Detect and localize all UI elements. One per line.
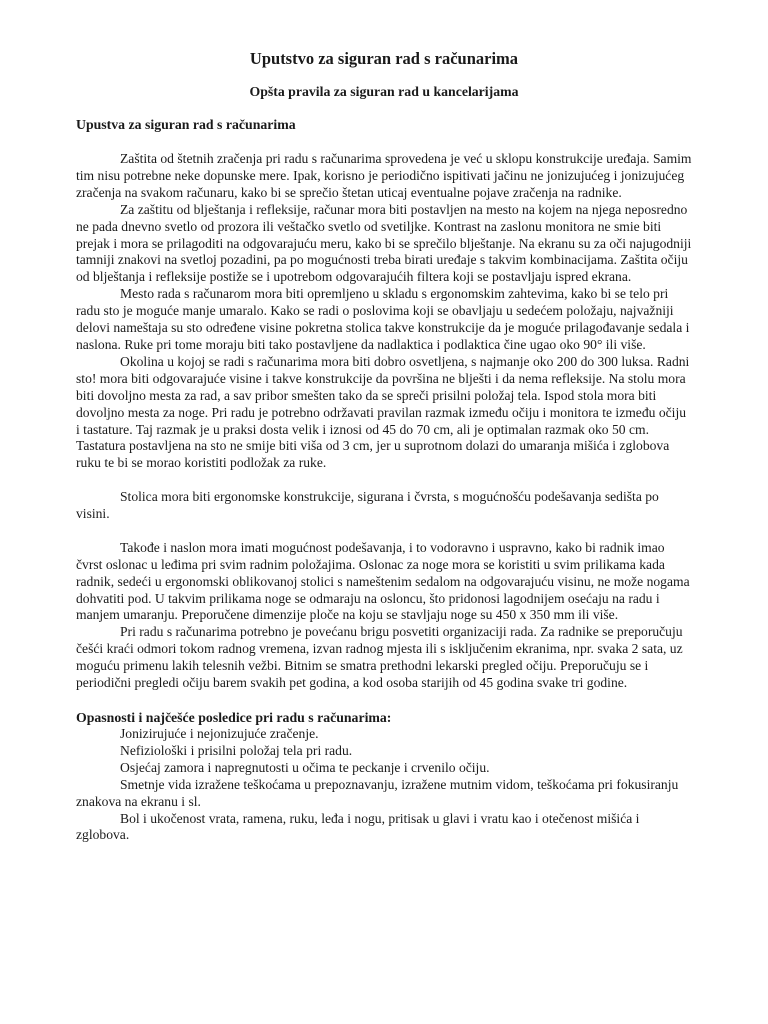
paragraph-environment: Okolina u kojoj se radi s računarima mora biti dobro osvetljena, s najmanje oko 200 do 300 luksa. Radni sto! mora biti odgovarajuće visine i takve konstrukcije da površina ne blješti i da nema refleksije. Na stolu mora biti dovoljno mesta za rad, a sav pribor smešten tako da se spreči prisilni položaj tela. Ispod stola mora biti dovoljno mesta za noge. Pri radu je potrebno održavati pravilan razmak između očiju i monitora te između očiju i tastature. Taj razmak je u praksi dosta velik i iznosi od 45 do 70 cm, ali je optimalan razmak oko 50 cm. Tastatura postavljena na sto ne smije biti viša od 3 cm, jer u suprotnom dolazi do umaranja mišića i zglobova ruku te bi se morao koristiti podložak za ruke. <box>76 353 690 471</box>
list-item: Smetnje vida izražene teškoćama u prepoznavanju, izražene mutnim vidom, teškoćama pri fokusiranju znakova na ekranu i sl. <box>76 776 679 809</box>
list-item: Bol i ukočenost vrata, ramena, ruku, leđa i nogu, pritisak u glavi i vratu kao i otečenost mišića i zglobova. <box>76 810 640 843</box>
paragraph-organization: Pri radu s računarima potrebno je povećanu brigu posvetiti organizaciji rada. Za radnike se preporučuju češći kraći odmori tokom radnog vremena, izvan radnog mjesta ili s isključenim ekranima, npr. svaka 2 sata, uz moguću primenu lakih telesnih vežbi. Bitnim se smatra prethodni lekarski pregled očiju. Preporučuju se i periodični pregledi očiju barem svakih pet godina, a kod osoba starijih od 45 godina svake tri godine. <box>76 624 683 691</box>
paragraph-chair: Stolica mora biti ergonomske konstrukcije, sigurana i čvrsta, s mogućnošću podešavanja sedišta po visini. <box>76 489 659 522</box>
list-item: Osjećaj zamora i napregnutosti u očima te peckanje i crvenilo očiju. <box>120 759 490 775</box>
paragraph-glare: Za zaštitu od blještanja i refleksije, računar mora biti postavljen na mesto na kojem na njega neposredno ne pada dnevno svetlo od prozora ili veštačko svetlo od svetiljke. Kontrast na zaslonu monitora ne smie biti prejak i mora se prilagoditi na odgovarajuću meru, kako bi se sprečilo blještanje. Na ekranu su za oči najugodniji tamniji znakovi na svetloj pozadini, pa po mogućnosti treba birati uređaje s takvim kombinacijama. Zaštita očiju od blještanja i refleksije postiže se i upotrebom odgovarajućih filtera koji se postavljaju ispred ekrana. <box>76 201 692 285</box>
paragraph-radiation: Zaštita od štetnih zračenja pri radu s računarima sprovedena je već u sklopu konstrukcije uređaja. Samim tim nisu potrebne neke dopunske mere. Ipak, korisno je periodično ispitivati jačinu ne jonizujućeg i jonizujućeg zračenja na svakom računaru, kako bi se sprečio štetan uticaj eventualne pojave zračenja na radnike. <box>76 151 692 200</box>
hazards-heading: Opasnosti i najčešće posledice pri radu s računarima: <box>76 709 392 725</box>
section-heading: Upustva za siguran rad s računarima <box>76 117 296 132</box>
document-subtitle: Opšta pravila za siguran rad u kancelarijama <box>249 84 519 99</box>
document-title: Uputstvo za siguran rad s računarima <box>249 49 519 68</box>
paragraph-backrest: Takođe i naslon mora imati mogućnost podešavanja, i to vodoravno i uspravno, kako bi radnik imao čvrst oslonac u leđima pri svim radnim položajima. Oslonac za noge mora se koristiti u svim prilikama kada radnik, sedeći u ergonomski oblikovanoj stolici s nameštenim sedalom na odgovarajuću visinu, ne može nogama dohvatiti pod. U takvim prilikama noge se odmaraju na osloncu, što pridonosi lagodnijem osećaju na radu i manjem umaranju. Preporučene dimenzije ploče na koju se stavljaju noge su 450 x 350 mm ili više. <box>76 539 690 623</box>
document-body <box>76 49 692 844</box>
paragraph-workplace: Mesto rada s računarom mora biti opremljeno u skladu s ergonomskim zahtevima, kako bi se telo pri radu sto je moguće manje umaralo. Kako se radi o poslovima koji se obavljaju u sedećem položaju, najvažniji delovi nameštaja su sto određene visine pokretna stolica takve konstrukcije da je moguće prilagođavanje sedala i naslona. Ruke pri tome moraju biti tako postavljene da nadlaktica i podlaktica čine ugao oko 90° ili više. <box>76 286 690 352</box>
list-item: Nefiziološki i prisilni položaj tela pri radu. <box>120 742 353 758</box>
hazards-list <box>76 726 692 844</box>
list-item: Jonizirujuće i nejonizujuće zračenje. <box>120 725 319 741</box>
